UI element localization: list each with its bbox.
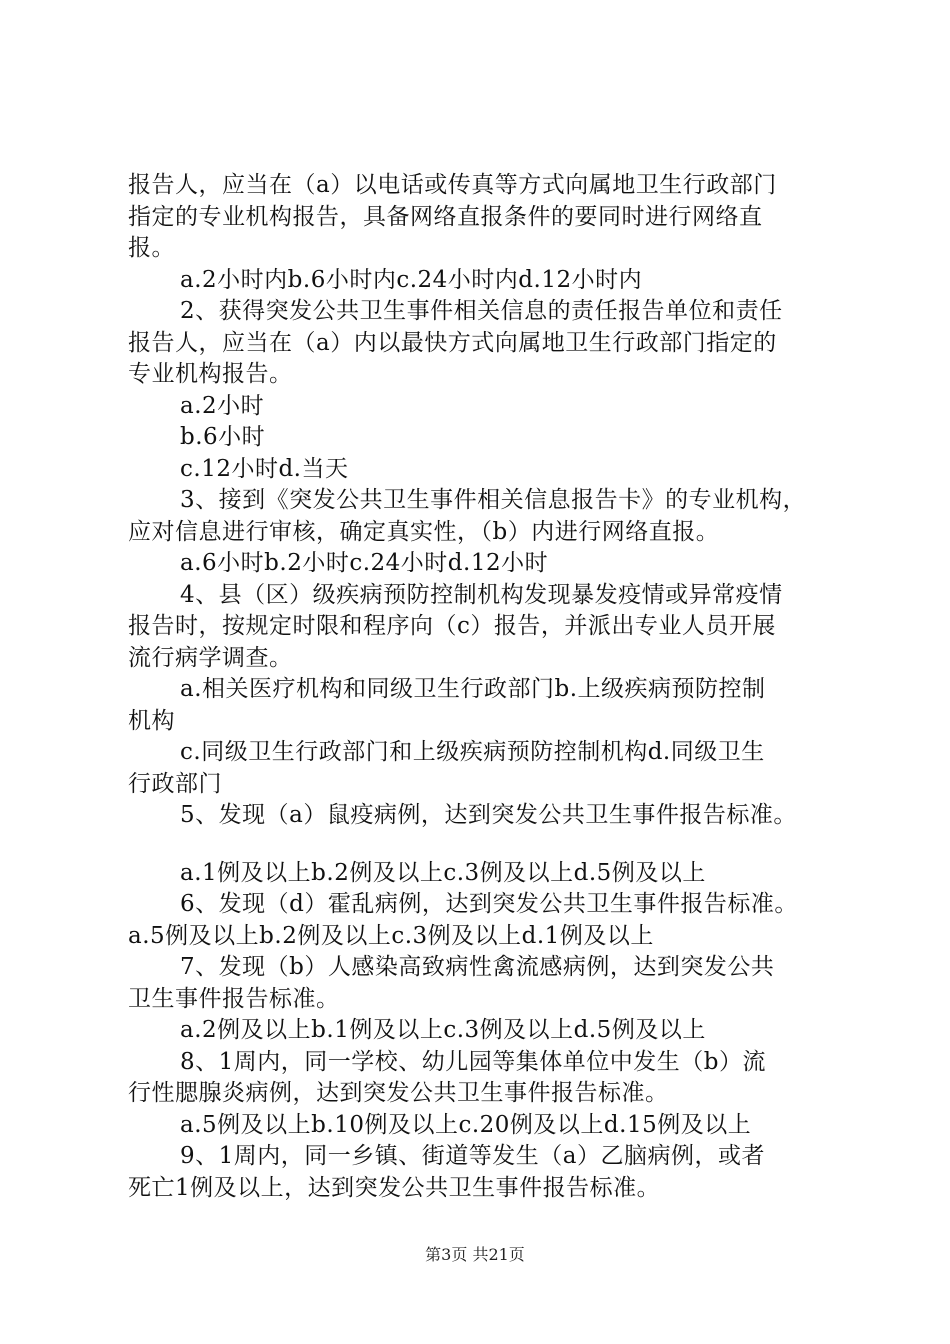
text-line: a.5例及以上b.2例及以上c.3例及以上d.1例及以上	[128, 922, 654, 949]
text-line: 流行病学调查。	[128, 644, 293, 671]
text-line: 报告人，应当在（a）内以最快方式向属地卫生行政部门指定的	[128, 329, 777, 356]
text-line: 3、接到《突发公共卫生事件相关信息报告卡》的专业机构，	[180, 487, 807, 513]
paragraph-gap	[128, 832, 850, 858]
page-footer: 第3页 共21页	[425, 1245, 525, 1264]
text-line: c.同级卫生行政部门和上级疾病预防控制机构d.同级卫生	[180, 739, 765, 765]
text-line: 8、1周内，同一学校、幼儿园等集体单位中发生（b）流	[180, 1048, 766, 1075]
text-line: 报。	[128, 235, 175, 261]
text-line: a.1例及以上b.2例及以上c.3例及以上d.5例及以上	[180, 859, 706, 886]
text-line: 报告时，按规定时限和程序向（c）报告，并派出专业人员开展	[128, 613, 776, 639]
text-line: 行政部门	[128, 770, 222, 797]
text-line: 9、1周内，同一乡镇、街道等发生（a）乙脑病例，或者	[180, 1143, 765, 1169]
text-line: 7、发现（b）人感染高致病性禽流感病例，达到突发公共	[180, 954, 775, 980]
text-line: 死亡1例及以上，达到突发公共卫生事件报告标准。	[128, 1174, 661, 1201]
document-body	[128, 170, 850, 1204]
text-line: 报告人，应当在（a）以电话或传真等方式向属地卫生行政部门	[128, 172, 777, 198]
text-line: 行性腮腺炎病例，达到突发公共卫生事件报告标准。	[128, 1080, 669, 1106]
text-line: 6、发现（d）霍乱病例，达到突发公共卫生事件报告标准。	[180, 891, 798, 917]
text-line: a.6小时b.2小时c.24小时d.12小时	[180, 550, 549, 576]
text-line: 应对信息进行审核，确定真实性，（b）内进行网络直报。	[128, 518, 720, 545]
text-line: a.5例及以上b.10例及以上c.20例及以上d.15例及以上	[180, 1111, 752, 1138]
text-line: a.2例及以上b.1例及以上c.3例及以上d.5例及以上	[180, 1017, 706, 1043]
text-line: a.相关医疗机构和同级卫生行政部门b.上级疾病预防控制	[180, 676, 766, 702]
text-line: 2、获得突发公共卫生事件相关信息的责任报告单位和责任	[180, 298, 783, 324]
text-line: 4、县（区）级疾病预防控制机构发现暴发疫情或异常疫情	[180, 581, 783, 608]
text-line: 专业机构报告。	[128, 361, 293, 387]
text-line: 指定的专业机构报告，具备网络直报条件的要同时进行网络直	[128, 203, 763, 230]
text-line: c.12小时d.当天	[180, 455, 349, 482]
text-line: 机构	[128, 707, 175, 734]
text-line: 5、发现（a）鼠疫病例，达到突发公共卫生事件报告标准。	[180, 802, 797, 828]
text-line: 卫生事件报告标准。	[128, 985, 340, 1012]
text-line: a.2小时内b.6小时内c.24小时内d.12小时内	[180, 266, 643, 293]
text-line: a.2小时	[180, 392, 265, 419]
text-line: b.6小时	[180, 424, 266, 450]
